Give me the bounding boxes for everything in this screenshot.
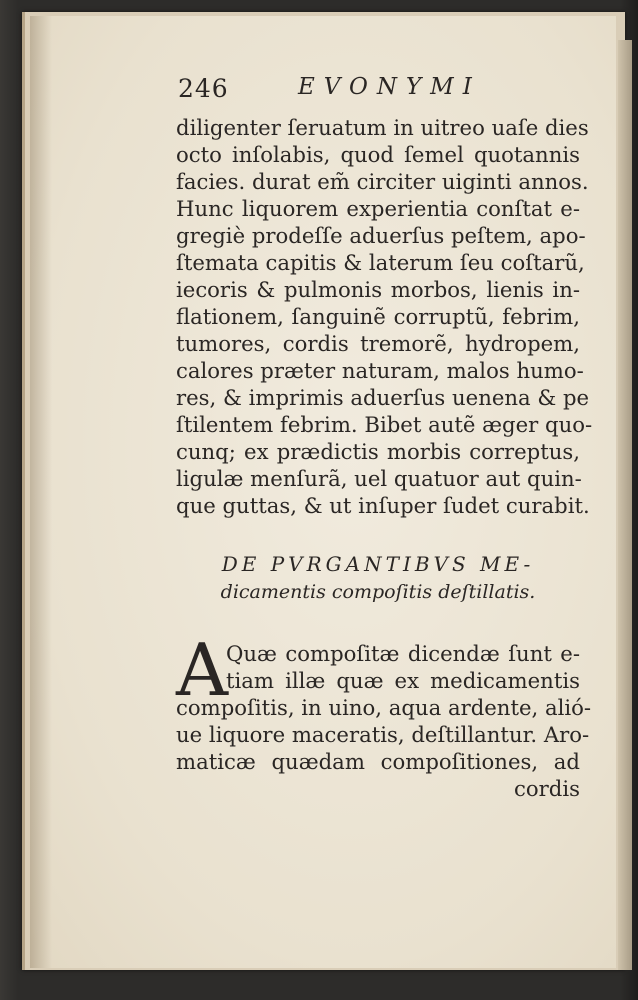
text-line: ue liquore maceratis, deſtillantur. Aro-	[176, 722, 590, 747]
text-line: calores præter naturam, malos humo-	[176, 358, 584, 383]
running-title: EVONYMI	[298, 74, 481, 100]
catchword: cordis	[514, 776, 580, 801]
page-text-block	[176, 74, 596, 802]
text-line: ligulæ menſurã, uel quatuor aut quin-	[176, 466, 582, 491]
section-heading	[176, 550, 580, 606]
text-line: maticæ quædam compoſitiones, ad	[176, 749, 580, 774]
section-heading-line-1: DE PVRGANTIBVS ME-	[221, 552, 535, 576]
text-line: octo inſolabis, quod ſemel quotannis	[176, 142, 580, 167]
text-line: compoſitis, in uino, aqua ardente, alió-	[176, 695, 592, 720]
text-line: iecoris & pulmonis morbos, lienis in-	[176, 277, 580, 302]
page-header	[176, 74, 596, 114]
drop-cap-initial: A	[176, 628, 228, 712]
text-line: ſtilentem febrim. Bibet autẽ æger quo-	[176, 412, 593, 437]
text-line: diligenter ſeruatum in uitreo uaſe dies	[176, 115, 589, 140]
text-line: ſtemata capitis & laterum ſeu coſtarũ,	[176, 250, 585, 275]
text-line: res, & imprimis aduerſus uenena & pe	[176, 385, 590, 410]
text-line: cunq; ex prædictis morbis correptus,	[176, 439, 580, 464]
text-line: Hunc liquorem experientia conſtat e-	[176, 196, 580, 221]
page-gutter-shadow	[30, 16, 52, 968]
paragraph-1	[176, 114, 596, 519]
text-line: flationem, ſanguinẽ corruptũ, febrim,	[176, 304, 580, 329]
text-line: Quæ compoſitæ dicendæ ſunt e-	[226, 641, 580, 666]
text-line: gregiè prodeſſe aduerſus peſtem, apo-	[176, 223, 586, 248]
text-line: que guttas, & ut inſuper ſudet curabit.	[176, 493, 590, 518]
page-number: 246	[178, 74, 229, 103]
paragraph-2	[176, 628, 596, 802]
text-line: facies. durat em̃ circiter uiginti annos.	[176, 169, 589, 194]
text-line: tiam illæ quæ ex medicamentis	[226, 668, 580, 693]
fore-edge	[618, 40, 632, 970]
text-line: tumores, cordis tremorẽ, hydropem,	[176, 331, 580, 356]
section-heading-line-2: dicamentis compoſitis deſtillatis.	[220, 581, 536, 603]
